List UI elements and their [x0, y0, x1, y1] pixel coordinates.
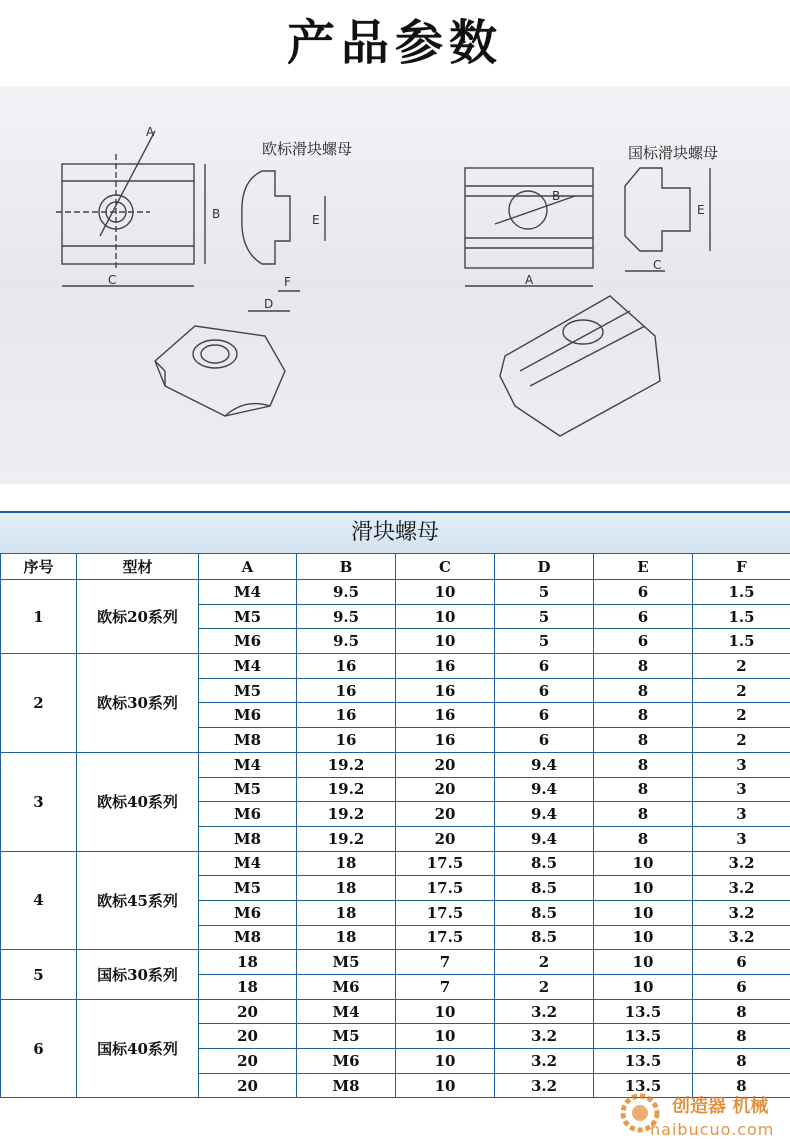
table-cell: 10: [396, 1073, 495, 1098]
table-cell: 2: [693, 678, 790, 703]
table-cell: 8: [594, 802, 693, 827]
table-cell: 20: [396, 752, 495, 777]
table-cell: M6: [199, 802, 297, 827]
table-cell: 6: [594, 580, 693, 605]
table-cell: 19.2: [297, 826, 396, 851]
table-cell: 9.4: [495, 752, 594, 777]
table-cell: 20: [396, 777, 495, 802]
table-cell: 5: [495, 580, 594, 605]
table-cell: 13.5: [594, 1073, 693, 1098]
table-cell: 16: [396, 654, 495, 679]
table-cell: 20: [199, 1073, 297, 1098]
table-cell: 10: [594, 851, 693, 876]
table-cell: 9.4: [495, 777, 594, 802]
table-cell: 3.2: [693, 851, 790, 876]
table-cell: M6: [199, 629, 297, 654]
column-header: B: [297, 554, 396, 580]
watermark-brand: 创造器 机械: [672, 1096, 769, 1117]
table-cell: 3.2: [495, 1073, 594, 1098]
table-cell: 10: [594, 950, 693, 975]
table-row: [1, 950, 790, 975]
profile-name: 欧标20系列: [77, 580, 199, 654]
table-cell: 2: [495, 950, 594, 975]
table-cell: 10: [594, 876, 693, 901]
table-cell: 13.5: [594, 999, 693, 1024]
table-cell: M5: [297, 1024, 396, 1049]
profile-name: 欧标40系列: [77, 752, 199, 851]
table-title: 滑块螺母: [0, 511, 790, 553]
dim-e-eu: E: [312, 213, 320, 227]
dim-c-cn: C: [653, 258, 662, 272]
table-cell: 20: [199, 999, 297, 1024]
dim-c-eu: C: [108, 273, 117, 287]
column-header: D: [495, 554, 594, 580]
table-row: [1, 580, 790, 605]
table-cell: 9.5: [297, 580, 396, 605]
table-row: [1, 999, 790, 1024]
row-number: 5: [1, 950, 77, 999]
row-number: 1: [1, 580, 77, 654]
table-cell: 13.5: [594, 1049, 693, 1074]
spec-table-section: [0, 511, 790, 1098]
table-cell: 6: [693, 950, 790, 975]
table-cell: 6: [594, 604, 693, 629]
table-cell: 3.2: [693, 876, 790, 901]
table-cell: 13.5: [594, 1024, 693, 1049]
dim-a-eu: A: [146, 125, 155, 139]
table-cell: M5: [199, 876, 297, 901]
table-cell: 3: [693, 802, 790, 827]
table-cell: 1.5: [693, 604, 790, 629]
spec-table: [0, 553, 790, 1098]
profile-name: 国标30系列: [77, 950, 199, 999]
table-cell: 10: [594, 925, 693, 950]
table-cell: 20: [199, 1049, 297, 1074]
profile-name: 欧标30系列: [77, 654, 199, 753]
table-cell: 8: [693, 999, 790, 1024]
table-cell: 16: [297, 703, 396, 728]
table-cell: 18: [297, 851, 396, 876]
table-cell: 3: [693, 777, 790, 802]
table-cell: 10: [396, 999, 495, 1024]
cn-nut-label: 国标滑块螺母: [628, 144, 719, 162]
table-row: [1, 851, 790, 876]
table-cell: 9.5: [297, 604, 396, 629]
dim-e-cn: E: [697, 203, 705, 217]
table-cell: 7: [396, 950, 495, 975]
table-cell: 8.5: [495, 876, 594, 901]
column-header: A: [199, 554, 297, 580]
table-cell: M6: [199, 703, 297, 728]
column-header: E: [594, 554, 693, 580]
table-cell: 2: [693, 728, 790, 753]
table-cell: 8: [594, 826, 693, 851]
table-cell: 1.5: [693, 580, 790, 605]
table-cell: 19.2: [297, 752, 396, 777]
table-cell: M4: [199, 654, 297, 679]
table-cell: 5: [495, 629, 594, 654]
table-cell: 3: [693, 752, 790, 777]
table-cell: 17.5: [396, 925, 495, 950]
table-cell: 20: [199, 1024, 297, 1049]
table-cell: 20: [396, 826, 495, 851]
table-cell: 17.5: [396, 900, 495, 925]
table-cell: 5: [495, 604, 594, 629]
table-cell: M6: [297, 1049, 396, 1074]
table-cell: 8: [594, 654, 693, 679]
table-cell: 16: [396, 678, 495, 703]
dim-b-cn: B: [552, 189, 561, 203]
row-number: 2: [1, 654, 77, 753]
table-cell: 6: [594, 629, 693, 654]
table-cell: 10: [594, 975, 693, 1000]
table-cell: 19.2: [297, 802, 396, 827]
table-cell: 16: [396, 703, 495, 728]
table-cell: 16: [297, 654, 396, 679]
table-cell: 18: [297, 876, 396, 901]
table-cell: 17.5: [396, 876, 495, 901]
column-header: C: [396, 554, 495, 580]
table-cell: 16: [297, 728, 396, 753]
row-number: 4: [1, 851, 77, 950]
table-cell: M5: [199, 678, 297, 703]
table-cell: 8: [594, 703, 693, 728]
table-cell: 10: [396, 580, 495, 605]
table-cell: 10: [594, 900, 693, 925]
table-cell: 9.4: [495, 802, 594, 827]
table-cell: M8: [199, 728, 297, 753]
table-cell: 6: [495, 728, 594, 753]
table-cell: 3.2: [693, 925, 790, 950]
table-cell: 8: [594, 678, 693, 703]
table-cell: 8: [594, 777, 693, 802]
table-cell: 18: [199, 950, 297, 975]
table-cell: M5: [199, 777, 297, 802]
table-cell: M4: [199, 752, 297, 777]
table-cell: 20: [396, 802, 495, 827]
profile-name: 国标40系列: [77, 999, 199, 1098]
page-title: 产品参数: [286, 15, 503, 71]
table-cell: 2: [693, 703, 790, 728]
table-cell: 8.5: [495, 925, 594, 950]
table-cell: 3.2: [495, 999, 594, 1024]
table-cell: M4: [199, 851, 297, 876]
dim-a-cn: A: [525, 273, 534, 287]
table-cell: 10: [396, 604, 495, 629]
table-cell: M4: [297, 999, 396, 1024]
table-cell: 3: [693, 826, 790, 851]
column-header: 型材: [77, 554, 199, 580]
table-cell: 19.2: [297, 777, 396, 802]
table-cell: 17.5: [396, 851, 495, 876]
table-cell: 8: [693, 1073, 790, 1098]
table-cell: M8: [297, 1073, 396, 1098]
dim-d-eu: D: [264, 297, 274, 311]
table-cell: 18: [297, 900, 396, 925]
table-cell: 9.5: [297, 629, 396, 654]
table-cell: 8: [594, 752, 693, 777]
table-row: [1, 654, 790, 679]
table-cell: 18: [297, 925, 396, 950]
table-cell: 10: [396, 629, 495, 654]
table-cell: 16: [297, 678, 396, 703]
product-diagram: [0, 86, 790, 484]
table-cell: 9.4: [495, 826, 594, 851]
column-header: 序号: [1, 554, 77, 580]
table-cell: 6: [495, 678, 594, 703]
table-cell: 6: [495, 654, 594, 679]
table-cell: 8.5: [495, 851, 594, 876]
table-cell: M5: [297, 950, 396, 975]
table-cell: 3.2: [495, 1049, 594, 1074]
table-cell: 2: [693, 654, 790, 679]
profile-name: 欧标45系列: [77, 851, 199, 950]
row-number: 3: [1, 752, 77, 851]
table-cell: 6: [693, 975, 790, 1000]
table-cell: 10: [396, 1049, 495, 1074]
table-cell: 3.2: [495, 1024, 594, 1049]
table-cell: 8.5: [495, 900, 594, 925]
column-header: F: [693, 554, 790, 580]
dim-f-eu: F: [284, 275, 291, 289]
table-cell: 3.2: [693, 900, 790, 925]
table-cell: M8: [199, 826, 297, 851]
table-cell: 8: [693, 1049, 790, 1074]
table-cell: 1.5: [693, 629, 790, 654]
table-cell: 7: [396, 975, 495, 1000]
table-cell: 2: [495, 975, 594, 1000]
table-cell: M5: [199, 604, 297, 629]
row-number: 6: [1, 999, 77, 1098]
table-cell: 18: [199, 975, 297, 1000]
table-cell: M8: [199, 925, 297, 950]
table-cell: M6: [199, 900, 297, 925]
dim-b-eu: B: [212, 207, 221, 221]
table-cell: M4: [199, 580, 297, 605]
table-cell: 8: [594, 728, 693, 753]
table-row: [1, 752, 790, 777]
table-cell: 8: [693, 1024, 790, 1049]
watermark-site: haibucuo.com: [650, 1120, 775, 1139]
table-header-row: [1, 554, 790, 580]
eu-nut-label: 欧标滑块螺母: [262, 140, 353, 158]
table-cell: 6: [495, 703, 594, 728]
table-cell: 16: [396, 728, 495, 753]
table-cell: M6: [297, 975, 396, 1000]
table-cell: 10: [396, 1024, 495, 1049]
